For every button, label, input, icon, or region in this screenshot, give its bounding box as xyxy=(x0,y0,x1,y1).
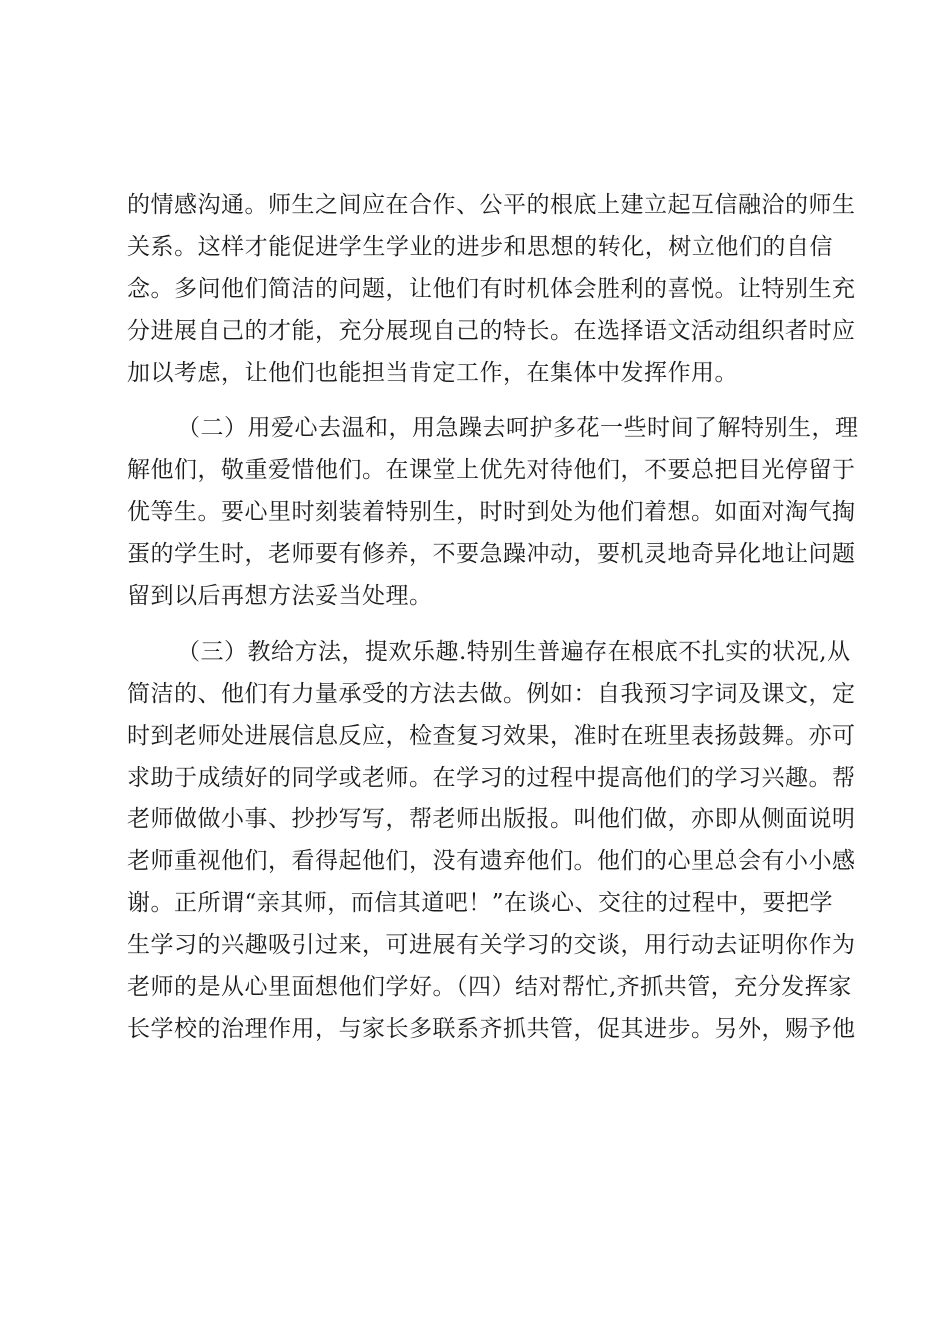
text-line: 关系。这样才能促进学生学业的进步和思想的转化，树立他们的自信 xyxy=(127,233,833,260)
text-line: 求助于成绩好的同学或老师。在学习的过程中提高他们的学习兴趣。帮 xyxy=(127,764,856,791)
text-line: （三）教给方法，提欢乐趣.特别生普遍存在根底不扎实的状况,从 xyxy=(177,638,851,665)
text-line: 解他们，敬重爱惜他们。在课堂上优先对待他们，不要总把目光停留于 xyxy=(127,457,856,484)
text-line: 蛋的学生时，老师要有修养，不要急躁冲动，要机灵地奇异化地让问题 xyxy=(127,541,856,568)
text-line: 的情感沟通。师生之间应在合作、公平的根底上建立起互信融洽的师生 xyxy=(127,192,856,218)
text-line: 时到老师处进展信息反应，检查复习效果，准时在班里表扬鼓舞。亦可 xyxy=(127,722,856,749)
text-line: 谢。正所谓“亲其师，而信其道吧！”在谈心、交往的过程中，要把学 xyxy=(127,890,834,917)
paragraph-spacer xyxy=(127,618,833,632)
text-line: 简洁的、他们有力量承受的方法去做。例如：自我预习字词及课文，定 xyxy=(127,680,856,707)
text-line: 老师的是从心里面想他们学好。（四）结对帮忙,齐抓共管，充分发挥家 xyxy=(127,974,852,1001)
text-line: 老师重视他们，看得起他们，没有遗弃他们。他们的心里总会有小小感 xyxy=(127,848,856,875)
text-line: 加以考虑，让他们也能担当肯定工作，在集体中发挥作用。 xyxy=(127,359,738,386)
text-line: 长学校的治理作用，与家长多联系齐抓共管，促其进步。另外，赐予他 xyxy=(127,1015,856,1042)
paragraph-spacer xyxy=(127,394,833,408)
text-line: 生学习的兴趣吸引过来，可进展有关学习的交谈，用行动去证明你作为 xyxy=(127,932,856,959)
text-line: 老师做做小事、抄抄写写，帮老师出版报。叫他们做，亦即从侧面说明 xyxy=(127,806,856,833)
text-line: 留到以后再想方法妥当处理。 xyxy=(127,583,433,610)
text-line: （二）用爱心去温和，用急躁去呵护多花一些时间了解特别生，理 xyxy=(177,415,859,442)
text-line: 分进展自己的才能，充分展现自己的特长。在选择语文活动组织者时应 xyxy=(127,317,856,344)
text-line: 优等生。要心里时刻装着特别生，时时到处为他们着想。如面对淘气掏 xyxy=(127,499,856,526)
paragraph xyxy=(127,185,856,394)
paragraph xyxy=(127,408,859,617)
text-line: 念。多问他们简洁的问题，让他们有时机体会胜利的喜悦。让特别生充 xyxy=(127,275,856,302)
paragraph xyxy=(127,632,856,1051)
document-body xyxy=(127,185,859,1051)
